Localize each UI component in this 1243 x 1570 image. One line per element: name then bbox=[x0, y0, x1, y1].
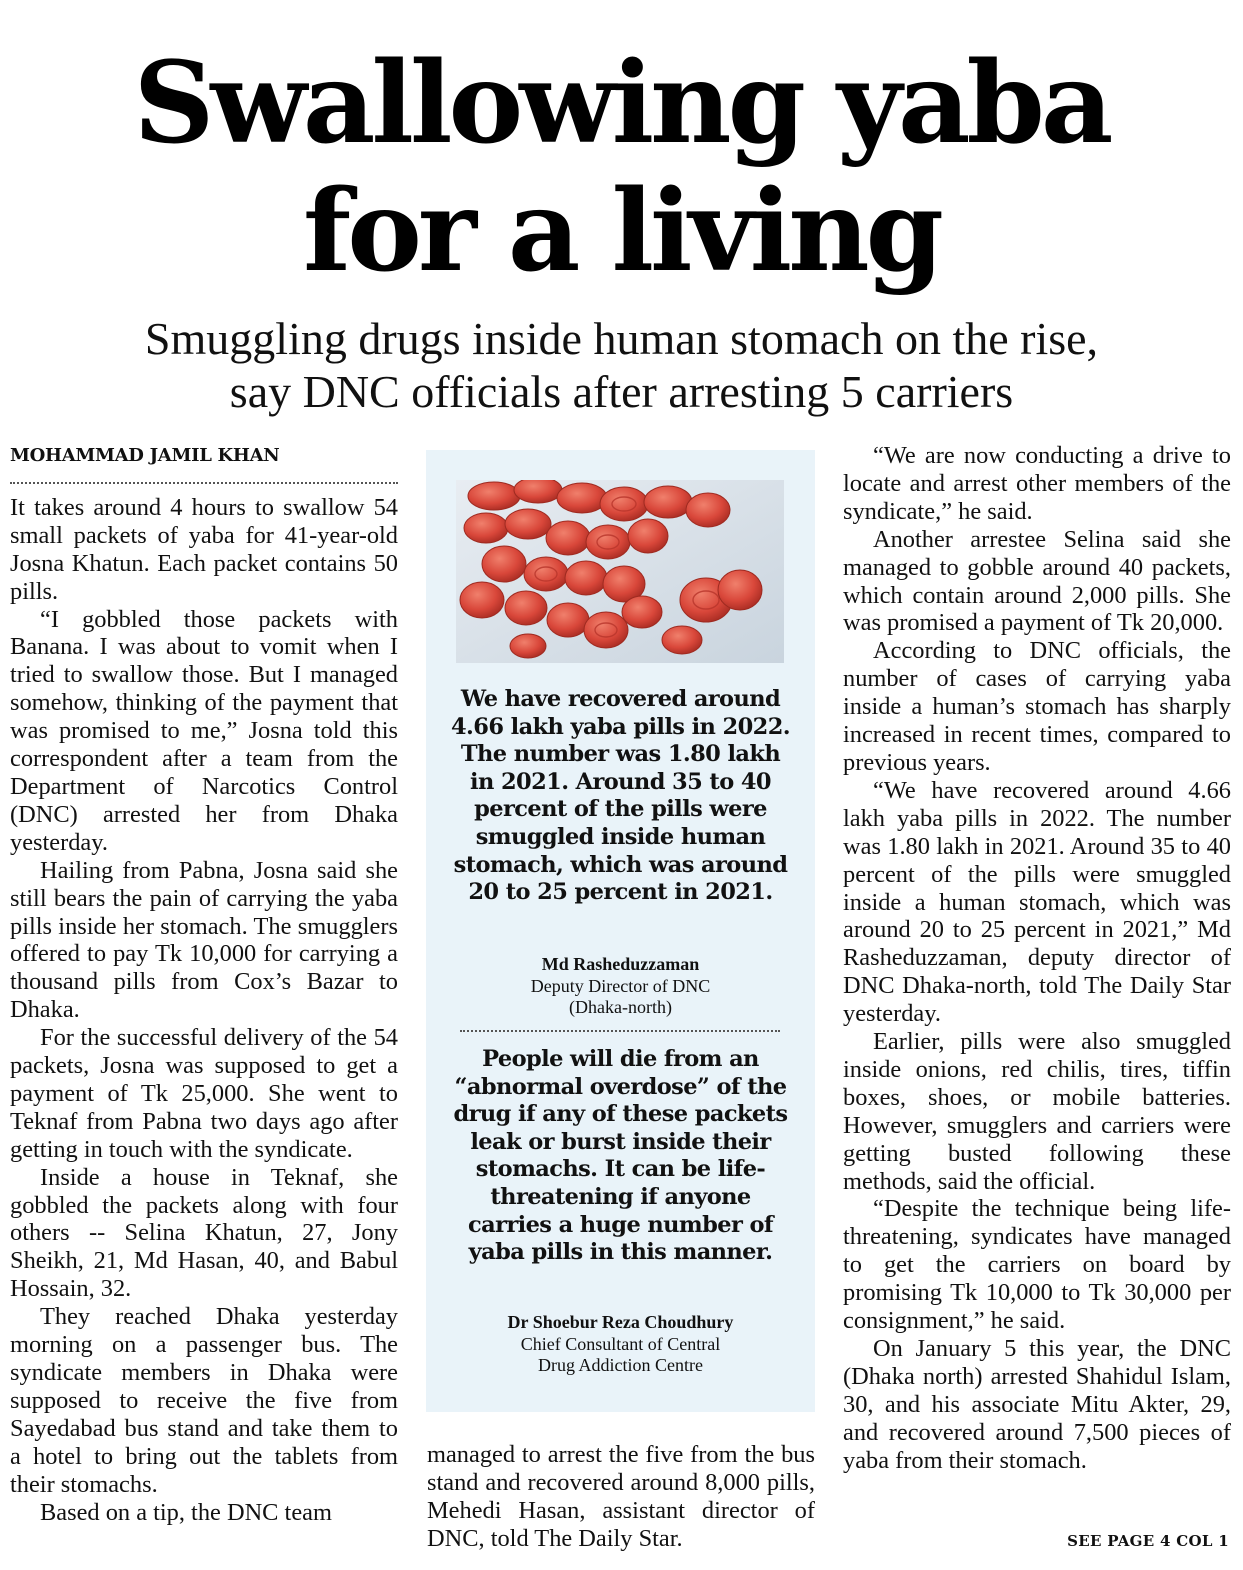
paragraph: For the successful delivery of the 54 packets, Josna was supposed to get a payment of Tk 25,000. She went to Teknaf from Pabna two days ago after getting in touch with the syndicate. bbox=[10, 1024, 398, 1163]
paragraph: They reached Dhaka yesterday morning on a passenger bus. The syndicate members in Dhaka were supposed to receive the five from Sayedabad bus stand and take them to a hotel to bring out the tablets from their stomachs. bbox=[10, 1303, 398, 1498]
paragraph: “We have recovered around 4.66 lakh yaba pills in 2022. The number was 1.80 lakh in 2021. Around 35 to 40 percent of the pills were smuggled inside a human stomach, which was around 20 to 25 percent in 2021,” Md Rasheduzzaman, deputy director of DNC Dhaka-north, told The Daily Star yesterday. bbox=[843, 776, 1231, 1028]
paragraph: Inside a house in Teknaf, she gobbled the packets along with four others -- Selina Khatun, 27, Jony Sheikh, 21, Md Hasan, 40, and Babul Hossain, 32. bbox=[10, 1163, 398, 1303]
quote-2-title-line-2: Drug Addiction Centre bbox=[538, 1355, 703, 1375]
quote-sidebar bbox=[426, 450, 815, 1412]
paragraph: “We are now conducting a drive to locate and arrest other members of the syndicate,” he said. bbox=[843, 442, 1231, 525]
quote-2-name: Dr Shoebur Reza Choudhury bbox=[507, 1312, 734, 1332]
headline-line-1: Swallowing yaba bbox=[133, 38, 1110, 169]
pull-quote-1: We have recovered around 4.66 lakh yaba pills in 2022. The number was 1.80 lakh in 2021. Around 35 to 40 percent of the pills were smuggled inside human stomach, which was around 20 to 25 percent in 2021. bbox=[450, 686, 790, 906]
paragraph: Hailing from Pabna, Josna said she still bears the pain of carrying the yaba pills inside her stomach. The smugglers offered to pay Tk 10,000 for carrying a thousand pills from Cox’s Bazar to Dhaka. bbox=[10, 856, 398, 1024]
headline bbox=[0, 40, 1243, 296]
pills-illustration bbox=[456, 480, 784, 663]
quote-2-title-line-1: Chief Consultant of Central bbox=[520, 1333, 721, 1354]
quote-1-title-line-2: (Dhaka-north) bbox=[569, 997, 672, 1017]
pull-quote-2: People will die from an “abnormal overdose” of the drug if any of these packets leak or burst inside their stomachs. It can be life-threatening if anyone carries a huge number of yaba pills in this manner. bbox=[453, 1046, 788, 1266]
quote-1-attribution bbox=[450, 954, 791, 1019]
quote-1-title-line-1: Deputy Director of DNC bbox=[530, 975, 711, 996]
paragraph: Based on a tip, the DNC team bbox=[40, 1498, 332, 1526]
paragraph: “Despite the technique being life-threatening, syndicates have managed to get the carriers on board by promising Tk 10,000 to Tk 30,000 per consignment,” he said. bbox=[843, 1195, 1231, 1335]
headline-line-2: for a living bbox=[303, 166, 940, 297]
paragraph: According to DNC officials, the number of cases of carrying yaba inside a human’s stomach has sharply increased in recent times, compared to previous years. bbox=[843, 637, 1231, 776]
paragraph: “I gobbled those packets with Banana. I was about to vomit when I tried to swallow those. But I managed somehow, thinking of the payment that was promised to me,” Josna told this correspondent after a team from the Department of Narcotics Control (DNC) arrested her from Dhaka yesterday. bbox=[10, 605, 398, 856]
paragraph: Earlier, pills were also smuggled inside onions, red chilis, tires, tiffin boxes, shoes, or mobile batteries. However, smugglers and carriers were getting busted following these methods, said the official. bbox=[843, 1028, 1231, 1195]
continuation-note: SEE PAGE 4 COL 1 bbox=[1067, 1532, 1229, 1550]
yaba-pills-photo bbox=[456, 480, 784, 663]
subheadline-line-1: Smuggling drugs inside human stomach on the rise, bbox=[144, 313, 1099, 364]
article-column-right bbox=[843, 442, 1231, 1475]
subheadline bbox=[0, 312, 1243, 418]
article-column-left bbox=[10, 442, 398, 1526]
quote-1-name: Md Rasheduzzaman bbox=[541, 954, 700, 974]
subheadline-line-2: say DNC officials after arresting 5 carriers bbox=[229, 366, 1014, 417]
paragraph: On January 5 this year, the DNC (Dhaka north) arrested Shahidul Islam, 30, and his associate Mitu Akter, 29, and recovered around 7,500 pieces of yaba from their stomach. bbox=[843, 1335, 1231, 1474]
paragraph: It takes around 4 hours to swallow 54 small packets of yaba for 41-year-old Josna Khatun. Each packet contains 50 pills. bbox=[10, 493, 398, 605]
byline: MOHAMMAD JAMIL KHAN bbox=[10, 442, 398, 484]
paragraph: Another arrestee Selina said she managed to gobble around 40 packets, which contain around 2,000 pills. She was promised a payment of Tk 20,000. bbox=[843, 525, 1231, 637]
article-column-middle bbox=[427, 1441, 815, 1553]
sidebar-divider bbox=[460, 1030, 780, 1032]
paragraph: managed to arrest the five from the bus stand and recovered around 8,000 pills, Mehedi Hasan, assistant director of DNC, told The Daily Star. bbox=[427, 1441, 815, 1552]
quote-2-attribution bbox=[450, 1312, 791, 1377]
